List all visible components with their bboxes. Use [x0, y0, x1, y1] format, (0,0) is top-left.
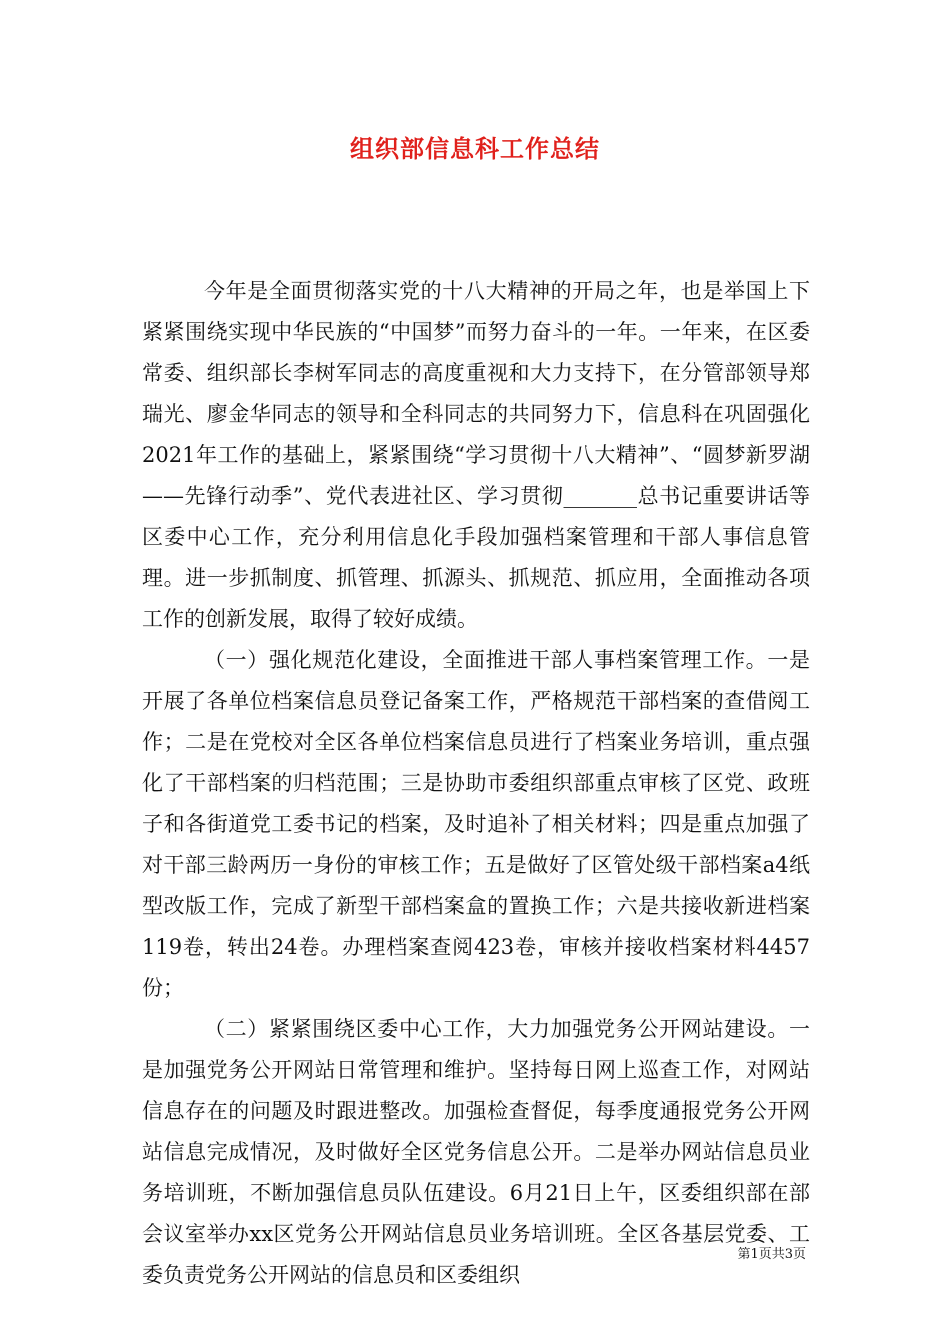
paragraph-section-2: （二）紧紧围绕区委中心工作，大力加强党务公开网站建设。一是加强党务公开网站日常管理和维护。坚持每日网上巡查工作，对网站信息存在的问题及时跟进整改。加强检查督促，每季度通报党务公开网站信息完成情况，及时做好全区党务信息公开。二是举办网站信息员业务培训班，不断加强信息员队伍建设。6月21日上午，区委组织部在部会议室举办xx区党务公开网站信息员业务培训班。全区各基层党委、工委负责党务公开网站的信息员和区委组织: [142, 1017, 810, 1287]
document-title: 组织部信息科工作总结: [350, 135, 600, 163]
paragraph-intro: 今年是全面贯彻落实党的十八大精神的开局之年，也是举国上下紧紧围绕实现中华民族的“中国梦”而努力奋斗的一年。一年来，在区委常委、组织部长李树军同志的高度重视和大力支持下，在分管部领导郑瑞光、廖金华同志的领导和全科同志的共同努力下，信息科在巩固强化2021年工作的基础上，紧紧围绕“学习贯彻十八大精神”、“圆梦新罗湖——先锋行动季”、党代表进社区、学习贯彻_______总书记重要讲话等区委中心工作，充分利用信息化手段加强档案管理和干部人事信息管理。进一步抓制度、抓管理、抓源头、抓规范、抓应用，全面推动各项工作的创新发展，取得了较好成绩。: [142, 279, 810, 631]
document-body: [142, 271, 810, 1296]
paragraph-section-1: （一）强化规范化建设，全面推进干部人事档案管理工作。一是开展了各单位档案信息员登记备案工作，严格规范干部档案的查借阅工作；二是在党校对全区各单位档案信息员进行了档案业务培训，重点强化了干部档案的归档范围；三是协助市委组织部重点审核了区党、政班子和各街道党工委书记的档案，及时追补了相关材料；四是重点加强了对干部三龄两历一身份的审核工作；五是做好了区管处级干部档案a4纸型改版工作，完成了新型干部档案盒的置换工作；六是共接收新进档案119卷，转出24卷。办理档案查阅423卷，审核并接收档案材料4457份；: [142, 648, 810, 1000]
page-number-footer: 第1页共3页: [737, 1247, 806, 1262]
